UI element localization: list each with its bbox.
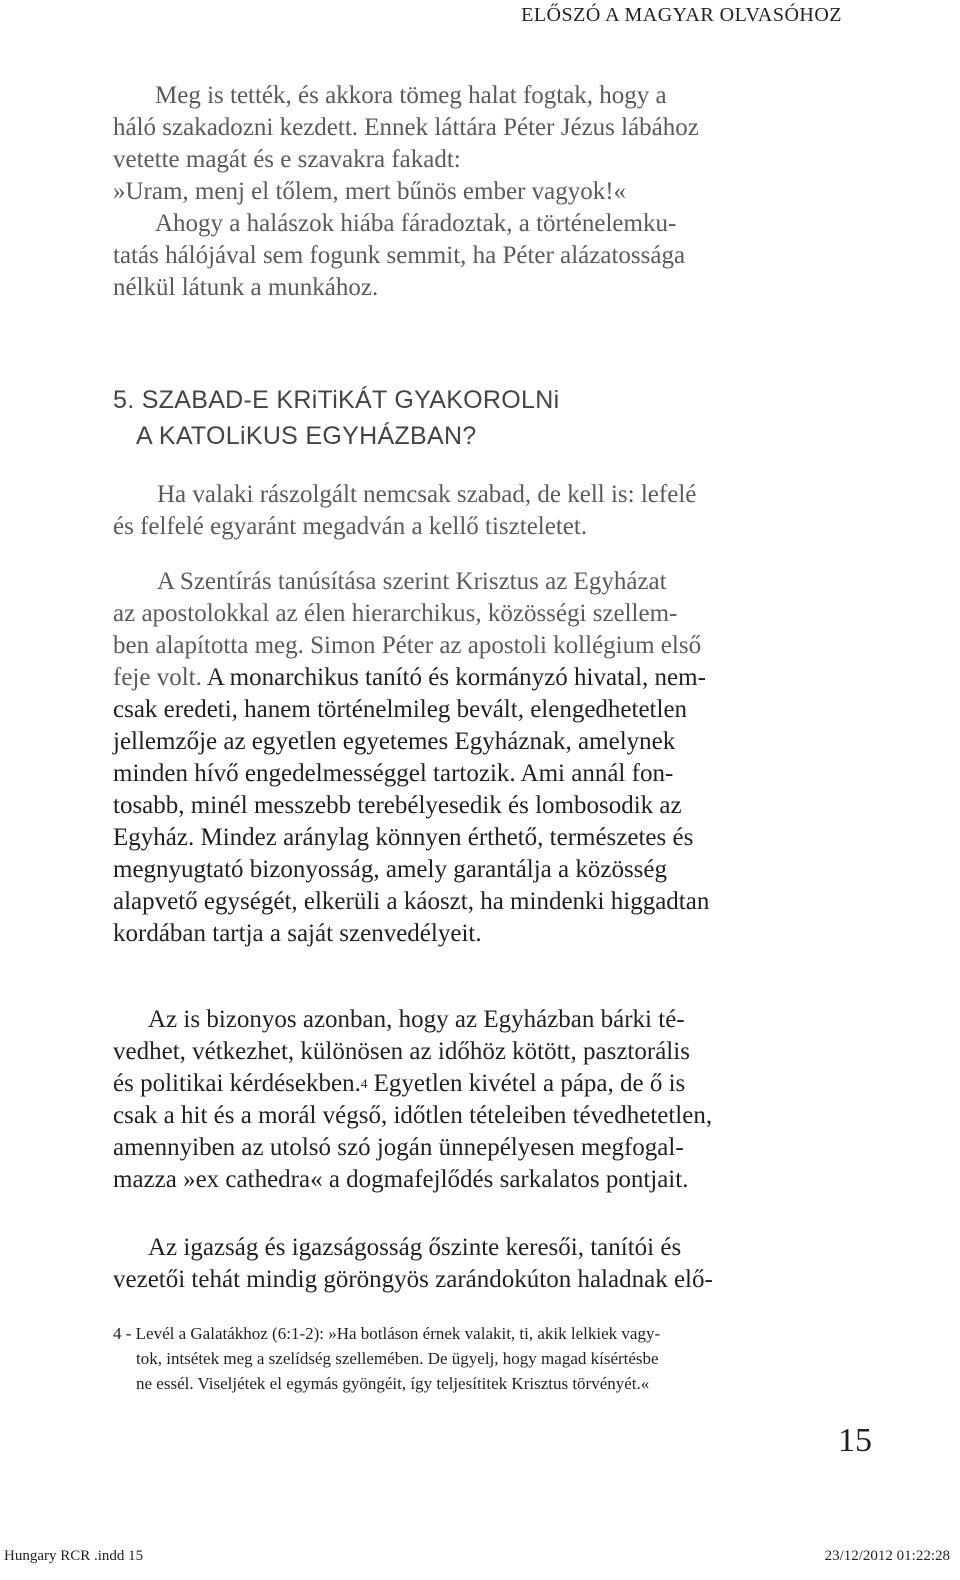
text-line: vetette magát és e szavakra fakadt: bbox=[113, 146, 461, 173]
text-line: mazza »ex cathedra« a dogmafejlődés sarkalatos pontjait. bbox=[113, 1166, 689, 1193]
text-line: minden hívő engedelmességgel tartozik. Ami annál fon- bbox=[113, 760, 674, 787]
text-line: és felfelé egyaránt megadván a kellő tiszteletet. bbox=[113, 513, 588, 540]
text-line: kordában tartja a saját szenvedélyeit. bbox=[113, 920, 482, 947]
text-line: vezetői tehát mindig göröngyös zarándokúton haladnak elő- bbox=[113, 1266, 713, 1293]
page-number: 15 bbox=[838, 1422, 872, 1459]
text-line: háló szakadozni kezdett. Ennek láttára Péter Jézus lábához bbox=[113, 114, 699, 141]
footnote-reference[interactable]: 4 bbox=[360, 1076, 368, 1091]
text-line-mixed bbox=[113, 662, 706, 694]
text-line: »Uram, menj el tőlem, mert bűnös ember vagyok!« bbox=[113, 178, 627, 205]
print-slug-filename: Hungary RCR .indd 15 bbox=[4, 1548, 144, 1564]
text-line: Ahogy a halászok hiába fáradoztak, a történelemku- bbox=[155, 210, 677, 237]
footnote-line: ne essél. Viseljétek el egymás gyöngéit, így teljesítitek Krisztus törvényét.« bbox=[136, 1374, 650, 1393]
text-line: csak a hit és a morál végső, időtlen tételeiben tévedhetetlen, bbox=[113, 1102, 713, 1129]
text-line: Ha valaki rászolgált nemcsak szabad, de kell is: lefelé bbox=[157, 481, 697, 508]
print-slug-timestamp: 23/12/2012 01:22:28 bbox=[824, 1548, 950, 1564]
text-line: az apostolokkal az élen hierarchikus, közösségi szellem- bbox=[113, 600, 678, 627]
text-line: Egyház. Mindez aránylag könnyen érthető, természetes és bbox=[113, 824, 694, 851]
text-line: ben alapította meg. Simon Péter az apostoli kollégium első bbox=[113, 632, 702, 659]
text-line: alapvető egységét, elkerüli a káoszt, ha mindenki higgadtan bbox=[113, 888, 710, 915]
text-line: Az is bizonyos azonban, hogy az Egyházban bárki té- bbox=[148, 1006, 685, 1033]
text-line: vedhet, vétkezhet, különösen az időhöz kötött, pasztorális bbox=[113, 1038, 690, 1065]
footnote-line: 4 - Levél a Galatákhoz (6:1-2): »Ha botláson érnek valakit, ti, akik lelkiek vagy- bbox=[113, 1324, 661, 1343]
text-line: amennyiben az utolsó szó jogán ünnepélyesen megfogal- bbox=[113, 1134, 684, 1161]
text-line: tosabb, minél messzebb terebélyesedik és lombosodik az bbox=[113, 792, 682, 819]
footnote-line: tok, intsétek meg a szelídség szellemében. De ügyelj, hogy magad kísértésbe bbox=[136, 1349, 659, 1368]
text-line: nélkül látunk a munkához. bbox=[113, 274, 379, 301]
section-heading-line-1: 5. SZABAD-E KRiTiKÁT GYAKOROLNi bbox=[113, 386, 560, 414]
text-line: tatás hálójával sem fogunk semmit, ha Péter alázatossága bbox=[113, 242, 686, 269]
section-heading-line-2: A KATOLiKUS EGYHÁZBAN? bbox=[136, 422, 477, 450]
text-span: A monarchikus tanító és kormányzó hivatal, nem- bbox=[201, 664, 706, 691]
text-span: Egyetlen kivétel a pápa, de ő is bbox=[367, 1070, 686, 1097]
text-line: megnyugtató bizonyosság, amely garantálja a közösség bbox=[113, 856, 668, 883]
running-header: ELŐSZÓ A MAGYAR OLVASÓHOZ bbox=[521, 4, 842, 26]
text-span: feje volt. bbox=[113, 664, 202, 691]
text-line: csak eredeti, hanem történelmileg bevált, elengedhetetlen bbox=[113, 696, 688, 723]
text-line: Meg is tették, és akkora tömeg halat fogtak, hogy a bbox=[155, 82, 667, 109]
text-line bbox=[113, 1068, 685, 1100]
text-line: jellemzője az egyetlen egyetemes Egyháznak, amelynek bbox=[113, 728, 676, 755]
text-line: Az igazság és igazságosság őszinte keresői, tanítói és bbox=[148, 1234, 682, 1261]
text-span: és politikai kérdésekben. bbox=[113, 1070, 361, 1097]
text-line: A Szentírás tanúsítása szerint Krisztus az Egyházat bbox=[157, 568, 667, 595]
